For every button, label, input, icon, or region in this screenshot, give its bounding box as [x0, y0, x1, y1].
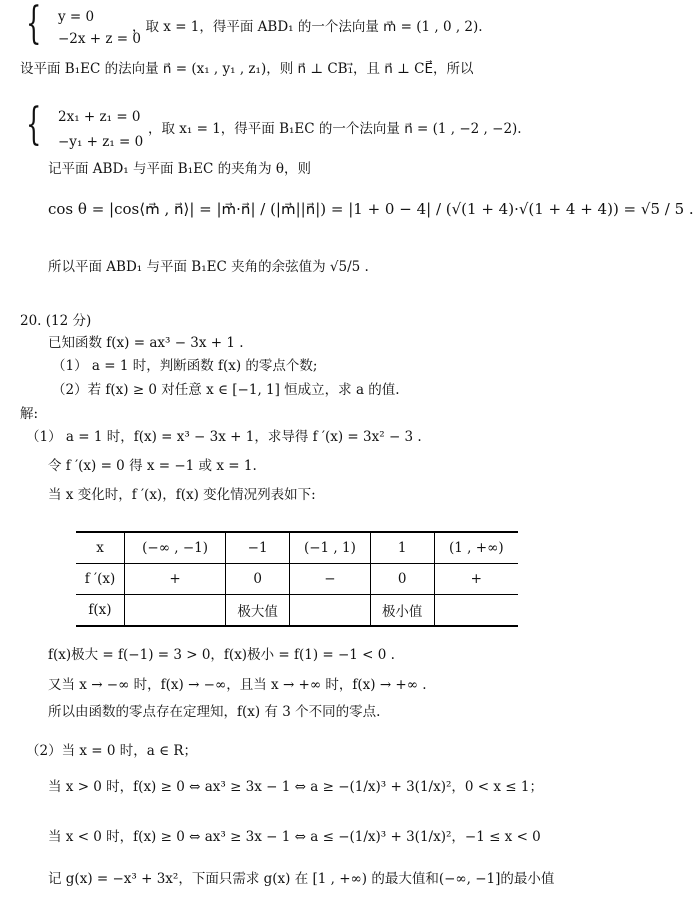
system1-eq1: y = 0	[58, 9, 95, 25]
line-angle-def: 记平面 ABD₁ 与平面 B₁EC 的夹角为 θ，则	[48, 161, 312, 177]
question-part-2: （2）若 f(x) ≥ 0 对任意 x ∈ [−1, 1] 恒成立，求 a 的值.	[52, 382, 400, 398]
solution-1-conclusion: 所以由函数的零点存在定理知，f(x) 有 3 个不同的零点.	[48, 704, 381, 720]
table-cell: 0	[370, 564, 434, 595]
table-cell: 1	[370, 532, 434, 564]
system1-text: ，取 x = 1，得平面 ABD₁ 的一个法向量 m⃗ = (1 , 0 , 2).	[132, 19, 483, 35]
system-brace-2: {	[26, 99, 42, 150]
table-cell: 极小值	[370, 595, 434, 627]
system2-eq1: 2x₁ + z₁ = 0	[58, 109, 141, 125]
table-cell: −1	[226, 532, 290, 564]
system2-text: ，取 x₁ = 1，得平面 B₁EC 的一个法向量 n⃗ = (1 , −2 , −2).	[148, 121, 522, 137]
table-cell: (−1 , 1)	[290, 532, 371, 564]
table-cell: f(x)	[76, 595, 125, 627]
table-cell	[434, 595, 518, 627]
solution-2-define-g: 记 g(x) = −x³ + 3x²，下面只需求 g(x) 在 [1 , +∞) 的最大值和(−∞, −1]的最小值	[48, 871, 555, 887]
table-cell: f ′(x)	[76, 564, 125, 595]
table-cell: (1 , +∞)	[434, 532, 518, 564]
system2-eq2: −y₁ + z₁ = 0	[58, 134, 144, 150]
solution-label: 解:	[20, 406, 39, 422]
table-cell	[290, 595, 371, 627]
solution-2-case-positive: 当 x > 0 时，f(x) ≥ 0 ⇔ ax³ ≥ 3x − 1 ⇔ a ≥ −(1/x)³ + 3(1/x)²，0 < x ≤ 1；	[48, 779, 543, 795]
question-stem: 已知函数 f(x) = ax³ − 3x + 1 .	[48, 335, 244, 351]
system1-eq2: −2x + z = 0	[58, 31, 142, 47]
question-part-1: （1） a = 1 时，判断函数 f(x) 的零点个数;	[52, 358, 318, 374]
table-cell: +	[434, 564, 518, 595]
solution-2-case-zero: （2）当 x = 0 时，a ∈ R；	[26, 743, 198, 759]
table-cell: 0	[226, 564, 290, 595]
system-brace-1: {	[26, 0, 42, 49]
solution-1-critical: 令 f ′(x) = 0 得 x = −1 或 x = 1.	[48, 458, 257, 474]
table-cell: 极大值	[226, 595, 290, 627]
table-row-derivative	[76, 564, 518, 595]
variation-table	[76, 531, 518, 627]
solution-2-case-negative: 当 x < 0 时，f(x) ≥ 0 ⇔ ax³ ≥ 3x − 1 ⇔ a ≤ −(1/x)³ + 3(1/x)²，−1 ≤ x < 0	[48, 829, 541, 845]
line-cos-conclusion: 所以平面 ABD₁ 与平面 B₁EC 夹角的余弦值为 √5/5 .	[48, 259, 369, 275]
table-cell: (−∞ , −1)	[125, 532, 226, 564]
table-cell: −	[290, 564, 371, 595]
table-row-header	[76, 532, 518, 564]
table-cell	[125, 595, 226, 627]
table-cell: +	[125, 564, 226, 595]
table-cell: x	[76, 532, 125, 564]
question-heading: 20. (12 分)	[20, 313, 92, 329]
line-cos-formula: cos θ = |cos⟨m⃗ , n⃗⟩| = |m⃗·n⃗| / (|m⃗||n⃗|) = |1 + 0 − 4| / (√(1 + 4)·√(1 + 4 + 4)) = √5 / 5 .	[48, 200, 694, 218]
solution-1-limits: 又当 x → −∞ 时，f(x) → −∞，且当 x → +∞ 时，f(x) → +∞ .	[48, 677, 427, 693]
line-normal-vector-n: 设平面 B₁EC 的法向量 n⃗ = (x₁ , y₁ , z₁)，则 n⃗ ⊥ CB₁⃗，且 n⃗ ⊥ CE⃗，所以	[20, 61, 474, 77]
solution-1-table-intro: 当 x 变化时，f ′(x)，f(x) 变化情况列表如下:	[48, 487, 316, 503]
solution-1-extrema: f(x)极大 = f(−1) = 3 > 0，f(x)极小 = f(1) = −1 < 0 .	[48, 647, 395, 663]
table-row-function	[76, 595, 518, 627]
solution-1-derivative: （1） a = 1 时，f(x) = x³ − 3x + 1，求导得 f ′(x) = 3x² − 3 .	[26, 429, 422, 445]
